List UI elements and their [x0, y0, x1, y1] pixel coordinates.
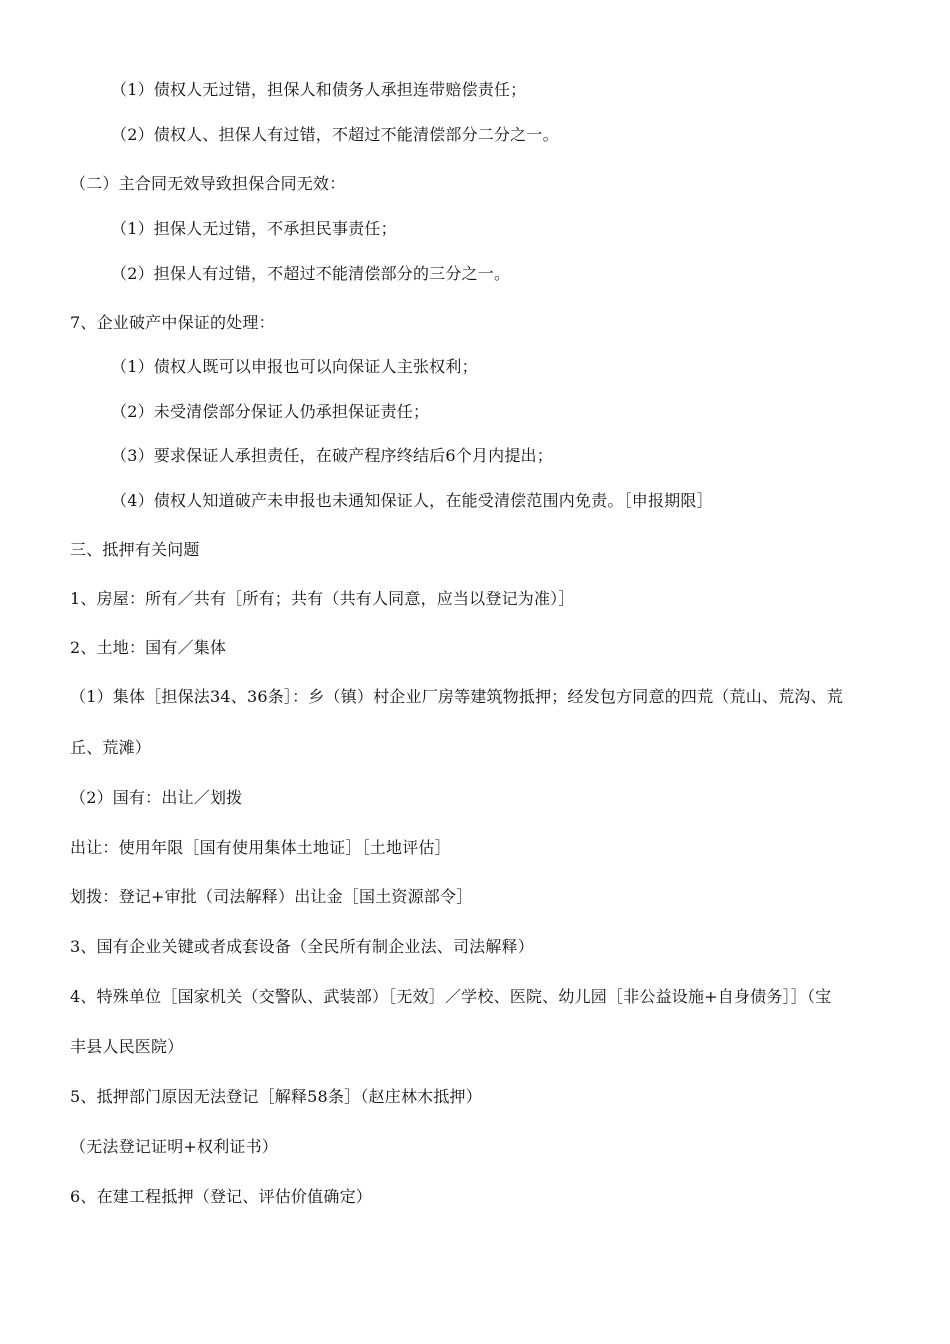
- text-line: 6、在建工程抵押（登记、评估价值确定）: [70, 1187, 372, 1206]
- text-line: （2）国有：出让／划拨: [70, 788, 243, 807]
- section-heading: 三、抵押有关问题: [70, 540, 200, 559]
- text-line: 4、特殊单位［国家机关（交警队、武装部）［无效］／学校、医院、幼儿园［非公益设施+自身债务］］（宝: [70, 987, 832, 1006]
- text-line: （无法登记证明+权利证书）: [70, 1137, 279, 1156]
- text-line: 1、房屋：所有／共有［所有；共有（共有人同意，应当以登记为准）］: [70, 589, 575, 608]
- text-line: （1）债权人无过错，担保人和债务人承担连带赔偿责任；: [111, 80, 527, 99]
- text-line: 丘、荒滩）: [70, 738, 152, 757]
- text-line: 3、国有企业关键或者成套设备（全民所有制企业法、司法解释）: [70, 937, 534, 956]
- text-line: （1）担保人无过错，不承担民事责任；: [111, 219, 397, 238]
- section-heading: （二）主合同无效导致担保合同无效：: [70, 174, 346, 193]
- text-line: 出让：使用年限［国有使用集体土地证］［土地评估］: [70, 838, 451, 857]
- text-line: 5、抵押部门原因无法登记［解释58条］（赵庄林木抵押）: [70, 1087, 482, 1106]
- section-heading: 7、企业破产中保证的处理：: [70, 313, 275, 332]
- text-line: （2）未受清偿部分保证人仍承担保证责任；: [111, 402, 430, 421]
- text-line: 丰县人民医院）: [70, 1037, 184, 1056]
- text-line: 2、土地：国有／集体: [70, 638, 227, 657]
- text-line: （4）债权人知道破产未申报也未通知保证人，在能受清偿范围内免责。［申报期限］: [111, 491, 713, 510]
- text-line: （2）担保人有过错，不超过不能清偿部分的三分之一。: [111, 264, 511, 283]
- text-line: （1）债权人既可以申报也可以向保证人主张权利；: [111, 357, 478, 376]
- text-line: 划拨：登记+审批（司法解释）出让金［国土资源部令］: [70, 887, 473, 906]
- text-line: （1）集体［担保法34、36条］：乡（镇）村企业厂房等建筑物抵押；经发包方同意的四荒（荒山、荒沟、荒: [70, 687, 843, 706]
- text-line: （2）债权人、担保人有过错，不超过不能清偿部分二分之一。: [111, 125, 559, 144]
- text-line: （3）要求保证人承担责任，在破产程序终结后6个月内提出；: [111, 446, 553, 465]
